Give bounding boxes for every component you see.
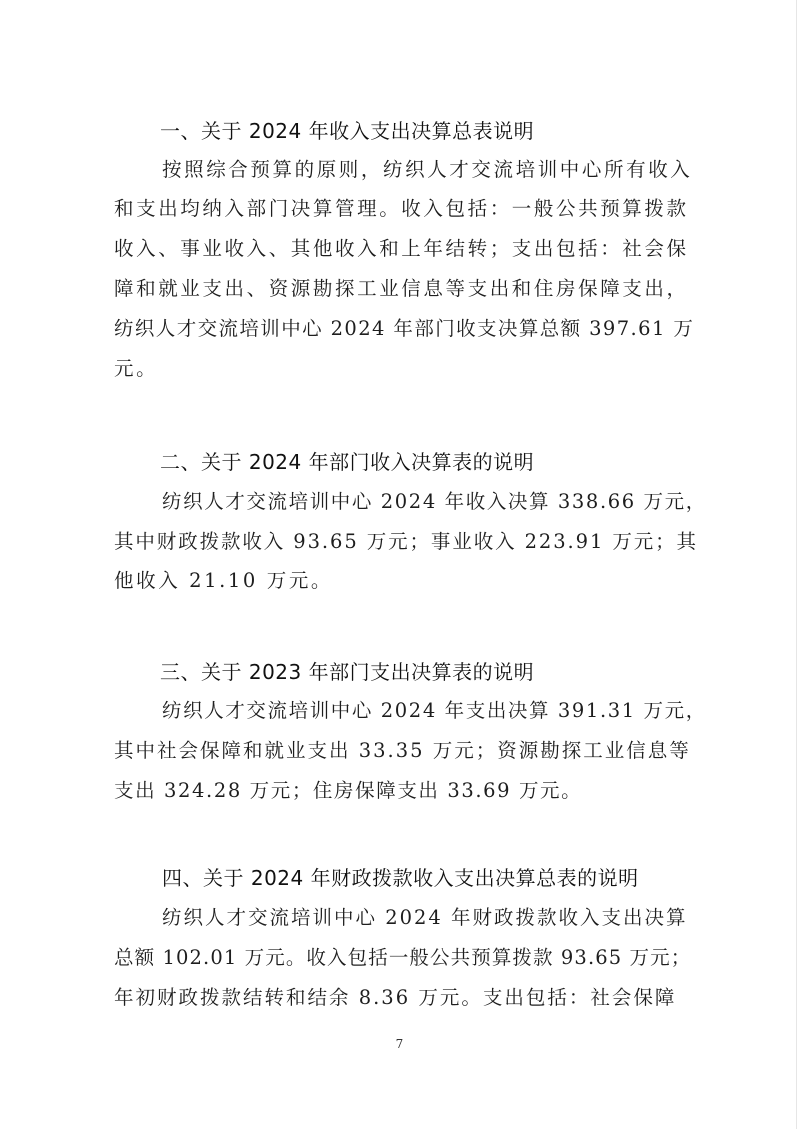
section-2-line-3: 他收入 21.10 万元。 xyxy=(114,569,334,592)
section-3-heading: 三、关于 2023 年部门支出决算表的说明 xyxy=(160,660,535,684)
section-2-line-2: 其中财政拨款收入 93.65 万元；事业收入 223.91 万元；其 xyxy=(114,530,698,553)
scan-edge-divider xyxy=(796,0,797,1129)
section-2-line-1: 纺织人才交流培训中心 2024 年收入决算 338.66 万元， xyxy=(162,490,707,513)
section-3-line-1: 纺织人才交流培训中心 2024 年支出决算 391.31 万元， xyxy=(162,699,707,722)
section-1-line-5: 纺织人才交流培训中心 2024 年部门收支决算总额 397.61 万 xyxy=(114,317,695,340)
section-1-line-4: 障和就业支出、资源勘探工业信息等支出和住房保障支出， xyxy=(114,277,689,300)
section-3-line-3: 支出 324.28 万元；住房保障支出 33.69 万元。 xyxy=(114,779,583,802)
section-4-line-2: 总额 102.01 万元。收入包括一般公共预算拨款 93.65 万元； xyxy=(114,946,692,969)
section-1-line-1: 按照综合预算的原则，纺织人才交流培训中心所有收入 xyxy=(162,158,693,181)
section-1-line-6: 元。 xyxy=(114,357,159,380)
section-2-heading: 二、关于 2024 年部门收入决算表的说明 xyxy=(160,450,535,474)
section-4-line-1: 纺织人才交流培训中心 2024 年财政拨款收入支出决算 xyxy=(162,906,688,929)
section-4-heading: 四、关于 2024 年财政拨款收入支出决算总表的说明 xyxy=(162,866,639,890)
section-1-line-3: 收入、事业收入、其他收入和上年结转；支出包括：社会保 xyxy=(114,237,689,260)
section-1-heading: 一、关于 2024 年收入支出决算总表说明 xyxy=(160,119,535,143)
section-4-line-3: 年初财政拨款结转和结余 8.36 万元。支出包括：社会保障 xyxy=(114,986,677,1009)
section-1-line-2: 和支出均纳入部门决算管理。收入包括：一般公共预算拨款 xyxy=(114,197,689,220)
section-3-line-2: 其中社会保障和就业支出 33.35 万元；资源勘探工业信息等 xyxy=(114,739,691,762)
page-number: 7 xyxy=(395,1037,404,1051)
